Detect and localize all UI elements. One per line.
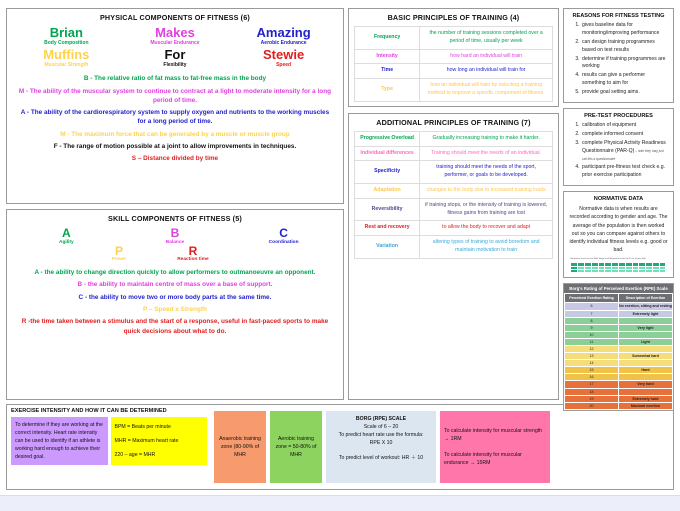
reasons-title: REASONS FOR FITNESS TESTING bbox=[572, 13, 665, 19]
table-row bbox=[354, 183, 552, 198]
normative-cell bbox=[591, 270, 598, 273]
principle-value: how hard an individual will train bbox=[420, 49, 553, 64]
physical-components-box bbox=[6, 8, 344, 204]
principle-key: Individual differences bbox=[354, 146, 419, 161]
skill-subtitle: Agility bbox=[58, 239, 74, 245]
principle-key: Reversibility bbox=[354, 198, 419, 221]
skill-definition: B - the ability to maintain centre of mass over a base of support. bbox=[77, 281, 273, 289]
normative-cell bbox=[605, 270, 612, 273]
table-row bbox=[565, 310, 673, 317]
normative-cell bbox=[598, 270, 605, 273]
mnemonic-word: Makes bbox=[155, 25, 195, 40]
normative-cell bbox=[646, 270, 653, 273]
additional-principles-box bbox=[348, 113, 559, 400]
borg-description: Extremely hard bbox=[618, 395, 672, 402]
borg-description bbox=[618, 317, 672, 324]
borg-description: Maximal exertion bbox=[618, 402, 672, 409]
normative-data-box bbox=[563, 191, 674, 278]
borg-rating: 8 bbox=[565, 317, 619, 324]
normative-cell bbox=[612, 270, 619, 273]
table-row bbox=[354, 79, 552, 102]
pretest-title: PRE-TEST PROCEDURES bbox=[584, 113, 653, 120]
borg-description: Extremely light bbox=[618, 310, 672, 317]
borg-description: Somewhat hard bbox=[618, 353, 672, 360]
mnemonic-cell bbox=[121, 48, 230, 68]
skill-letter: P bbox=[114, 243, 123, 258]
principle-key: Adaptation bbox=[354, 183, 419, 198]
rm-formula: To calculate intensity for muscular strength → 1RM bbox=[444, 428, 543, 443]
list-item: 3. determine if training programmes are working bbox=[581, 56, 668, 72]
normative-cell bbox=[639, 270, 646, 273]
borg-rating: 11 bbox=[565, 338, 619, 345]
borg-card-title: BORG (RPE) SCALE bbox=[355, 416, 407, 422]
table-row bbox=[565, 303, 673, 310]
borg-rating: 16 bbox=[565, 374, 619, 381]
normative-cell bbox=[632, 270, 639, 273]
table-row bbox=[354, 221, 552, 236]
table-row bbox=[565, 360, 673, 367]
principle-value: Training should meet the needs of an individual. bbox=[420, 146, 553, 161]
skill-subtitle: Balance bbox=[165, 239, 185, 245]
principle-value: how an individual will train by selecting a training method to improve a specific component of fitness. bbox=[420, 79, 553, 102]
normative-cell bbox=[625, 270, 632, 273]
additional-principles-title: ADDITIONAL PRINCIPLES OF TRAINING (7) bbox=[376, 117, 531, 127]
mnemonic-word: For bbox=[164, 47, 186, 63]
right-column bbox=[563, 8, 674, 408]
borg-rating: 10 bbox=[565, 331, 619, 338]
normative-cell bbox=[585, 270, 592, 273]
principle-value: the number of training sessions completed over a period of time, usually per week bbox=[420, 27, 553, 50]
physical-definition: M - The maximum force that can be generated by a muscle or muscle group bbox=[60, 130, 290, 138]
physical-mnemonic-grid bbox=[12, 26, 338, 68]
normative-title: NORMATIVE DATA bbox=[593, 196, 644, 203]
exercise-intensity-right bbox=[210, 405, 673, 489]
mnemonic-cell bbox=[12, 26, 121, 46]
borg-description: Light bbox=[618, 338, 672, 345]
list-item: 4. results can give a performer something to aim for bbox=[581, 72, 668, 88]
aerobic-zone-card: Aerobic training zone = 50-80% of MHR bbox=[270, 411, 322, 483]
list-item: 5. provide goal setting aims. bbox=[581, 89, 668, 97]
borg-rating: 18 bbox=[565, 388, 619, 395]
skill-letter: R bbox=[188, 243, 198, 258]
skill-letter-cell bbox=[269, 227, 299, 245]
skill-letters-row-2 bbox=[12, 245, 338, 263]
mnemonic-subtitle: Muscular Strength bbox=[44, 61, 89, 68]
mnemonic-word: Muffins bbox=[43, 47, 90, 63]
mnemonic-cell bbox=[121, 26, 230, 46]
borg-rating: 20 bbox=[565, 402, 619, 409]
skill-components-title: SKILL COMPONENTS OF FITNESS (5) bbox=[108, 214, 242, 223]
mnemonic-cell bbox=[12, 48, 121, 68]
principle-key: Rest and recovery bbox=[354, 221, 419, 236]
borg-description: No exertion, sitting and resting bbox=[619, 304, 672, 309]
principle-key: Variation bbox=[354, 236, 419, 259]
skill-letter-cell bbox=[112, 245, 126, 263]
list-item: 3. complete Physical Activity Readiness Questionnaire (PAR-Q) – note they may just call this a questionnaire bbox=[581, 140, 668, 164]
normative-cell bbox=[578, 270, 585, 273]
borg-scale-table bbox=[564, 284, 673, 409]
pretest-box bbox=[563, 108, 674, 186]
physical-definition: F - The range of motion possible at a joint to allow improvements in techniques. bbox=[53, 142, 297, 150]
basic-principles-box bbox=[348, 8, 559, 107]
borg-rating: 13 bbox=[565, 353, 619, 360]
borg-header-cell: Perceived Exertion Rating bbox=[565, 294, 619, 303]
list-item: 2. can design training programmes based on test results bbox=[581, 39, 668, 55]
skill-letter: B bbox=[170, 226, 180, 240]
borg-description: Very hard bbox=[618, 381, 672, 388]
borg-rating: 9 bbox=[565, 324, 619, 331]
borg-rating: 15 bbox=[565, 367, 619, 374]
skill-subtitle: Reaction time bbox=[177, 257, 209, 263]
list-item: 1. gives baseline data for monitoring/improving performance bbox=[581, 22, 668, 38]
mnemonic-subtitle: Aerobic Endurance bbox=[260, 39, 307, 46]
table-row bbox=[571, 270, 666, 273]
table-row bbox=[354, 49, 552, 64]
page-bottom-strip bbox=[0, 495, 680, 511]
principle-value: changes to the body due to increased training loads bbox=[420, 183, 553, 198]
physical-definition: M - The ability of the muscular system to continue to contract at a light to moderate intensity for a long period of time. bbox=[18, 87, 332, 104]
table-row bbox=[565, 367, 673, 374]
principle-value: if training stops, or the intensity of training is lowered, fitness gains from training are lost bbox=[420, 198, 553, 221]
main-grid bbox=[6, 8, 674, 408]
mnemonic-subtitle: Muscular Endurance bbox=[150, 39, 200, 46]
principle-key: Type bbox=[354, 79, 419, 102]
borg-rating: 12 bbox=[565, 345, 619, 352]
anaerobic-zone-card: Anaerobic training zone (80-90% of MHR bbox=[214, 411, 266, 483]
heart-rate-formula: 220 – age = MHR bbox=[114, 452, 156, 459]
borg-header-row bbox=[565, 294, 673, 303]
skill-letter: A bbox=[61, 226, 71, 240]
principle-key: Intensity bbox=[354, 49, 419, 64]
mnemonic-subtitle: Flexibility bbox=[163, 61, 187, 68]
borg-header-cell: Description of Exertion bbox=[618, 294, 672, 303]
skill-components-box bbox=[6, 209, 344, 400]
skill-definition: C - the ability to move two or more body parts at the same time. bbox=[78, 293, 272, 301]
table-row bbox=[565, 395, 673, 402]
heart-rate-formula: BPM = Beats per minute bbox=[114, 424, 171, 431]
table-row bbox=[565, 345, 673, 352]
table-row bbox=[565, 324, 673, 331]
borg-description bbox=[618, 345, 672, 352]
skill-letter-cell bbox=[59, 227, 74, 245]
borg-scale-box bbox=[563, 283, 674, 410]
principle-key: Time bbox=[354, 64, 419, 79]
rm-formula: To calculate intensity for muscular endurance → 15RM bbox=[444, 451, 522, 466]
borg-rating: 7 bbox=[565, 310, 619, 317]
list-item: 2. complete informed consent bbox=[581, 131, 668, 139]
principle-value: to allow the body to recover and adapt bbox=[420, 221, 553, 236]
list-item: 4. participant pre-fitness test check e.g. prior exercise participation bbox=[581, 164, 668, 180]
table-row bbox=[354, 131, 552, 146]
table-row bbox=[354, 27, 552, 50]
principle-value: altering types of training to avoid boredom and maintain motivation to train bbox=[420, 236, 553, 259]
table-row bbox=[354, 198, 552, 221]
borg-description: Very light bbox=[618, 324, 672, 331]
list-item: 1. calibration of equipment bbox=[581, 122, 668, 130]
mnemonic-word: Stewie bbox=[263, 47, 305, 63]
additional-principles-table bbox=[354, 131, 553, 259]
borg-rating: 19 bbox=[565, 395, 619, 402]
table-row bbox=[565, 317, 673, 324]
principle-key: Specificity bbox=[354, 161, 419, 184]
normative-cell bbox=[571, 270, 578, 273]
principle-key: Progressive Overload bbox=[354, 131, 419, 146]
physical-definition: A - The ability of the cardiorespiratory system to supply oxygen and nutrients to the working muscles for a long period of time. bbox=[20, 109, 330, 126]
reasons-list bbox=[581, 22, 668, 97]
principle-value: Gradually increasing training to make it harder. bbox=[420, 131, 553, 146]
table-row bbox=[565, 338, 673, 345]
skill-letter: C bbox=[279, 226, 288, 240]
skill-subtitle: Power bbox=[111, 257, 127, 263]
left-column bbox=[6, 8, 344, 400]
skill-letter-cell bbox=[177, 245, 208, 263]
normative-cell bbox=[618, 270, 625, 273]
borg-card-line2: To predict heart rate use the formula: bbox=[338, 432, 424, 439]
exercise-intensity-heading: EXERCISE INTENSITY AND HOW IT CAN BE DETERMINED bbox=[11, 408, 167, 414]
physical-definition: S – Distance divided by time bbox=[131, 155, 219, 163]
borg-caption: Borg's Rating of Perceived Exertion (RPE) Scale bbox=[564, 284, 673, 293]
skill-letters-row-1 bbox=[12, 227, 338, 245]
pretest-list bbox=[581, 122, 668, 180]
table-row bbox=[354, 161, 552, 184]
normative-text: Normative data is when results are recorded according to gender and age. The average of the population is then worked out so you can compare against others to identify individual fitness levels e.g. good or bad. bbox=[569, 206, 668, 253]
rm-intensity-card bbox=[440, 411, 550, 483]
skill-definitions bbox=[12, 268, 338, 336]
borg-rating: 14 bbox=[565, 360, 619, 367]
intensity-yellow-card bbox=[111, 417, 208, 465]
borg-rpe-card bbox=[326, 411, 436, 483]
principle-value: how long an individual will train for bbox=[420, 64, 553, 79]
exercise-intensity-box bbox=[6, 404, 674, 490]
exercise-intensity-left bbox=[7, 405, 210, 489]
normative-cell bbox=[652, 270, 659, 273]
table-row bbox=[565, 381, 673, 388]
table-row bbox=[565, 388, 673, 395]
heart-rate-formula: MHR = Maximum heart rate bbox=[114, 438, 179, 445]
normative-image-caption: Normative scores for the Multi Stage level Normative results for 15 to 16 year olds bbox=[570, 258, 646, 261]
borg-description bbox=[618, 388, 672, 395]
normative-mini-table bbox=[570, 262, 666, 273]
basic-principles-title: BASIC PRINCIPLES OF TRAINING (4) bbox=[387, 13, 520, 22]
mnemonic-cell bbox=[229, 26, 338, 46]
borg-card-line4: To predict level of workout: HR ＋ 10 bbox=[338, 455, 424, 462]
normative-table-image bbox=[570, 258, 666, 273]
borg-description bbox=[618, 360, 672, 367]
basic-principles-table bbox=[354, 26, 553, 102]
mnemonic-cell bbox=[229, 48, 338, 68]
exercise-intensity-cards bbox=[11, 417, 207, 465]
mnemonic-word: Brian bbox=[49, 25, 83, 40]
principle-key: Frequency bbox=[354, 27, 419, 50]
table-row bbox=[354, 236, 552, 259]
mnemonic-word: Amazing bbox=[256, 25, 311, 40]
principle-value: training should meet the needs of the sport, performer, or goals to be developed. bbox=[420, 161, 553, 184]
skill-letter-cell bbox=[166, 227, 184, 245]
normative-cell bbox=[659, 270, 666, 273]
skill-definition: R -the time taken between a stimulus and the start of a response, useful in fast-paced sports to make quick decisions about what to do. bbox=[21, 318, 329, 335]
table-row bbox=[565, 353, 673, 360]
physical-definition: B - The relative ratio of fat mass to fat-free mass in the body bbox=[83, 75, 267, 83]
physical-definitions bbox=[12, 74, 338, 163]
skill-definition: P – Speed x Strength bbox=[143, 306, 207, 314]
table-row bbox=[354, 146, 552, 161]
mnemonic-subtitle: Body Composition bbox=[44, 39, 89, 46]
borg-description: Hard bbox=[618, 367, 672, 374]
table-row bbox=[565, 331, 673, 338]
middle-column bbox=[348, 8, 559, 400]
reasons-box bbox=[563, 8, 674, 103]
table-row bbox=[565, 374, 673, 381]
borg-card-line3: RPE X 10 bbox=[369, 440, 393, 447]
borg-rating: 17 bbox=[565, 381, 619, 388]
table-row bbox=[354, 64, 552, 79]
physical-components-title: PHYSICAL COMPONENTS OF FITNESS (6) bbox=[99, 13, 250, 22]
skill-subtitle: Coordination bbox=[268, 239, 299, 245]
mnemonic-subtitle: Speed bbox=[276, 61, 292, 68]
borg-card-line1: Scale of 6 – 20 bbox=[363, 424, 399, 431]
intensity-purple-card: To determine if they are working at the correct intensity. Heart rate intensity can be used to identify if an athlete is working hard enough to achieve their desired goal. bbox=[11, 417, 108, 465]
skill-definition: A - the ability to change direction quickly to allow performers to outmanoeuvre an opponent. bbox=[34, 269, 316, 277]
borg-rating: 6 bbox=[565, 303, 619, 310]
parq-note: – note they may just call this a questionnaire bbox=[582, 148, 664, 161]
borg-description bbox=[618, 331, 672, 338]
borg-description bbox=[618, 374, 672, 381]
